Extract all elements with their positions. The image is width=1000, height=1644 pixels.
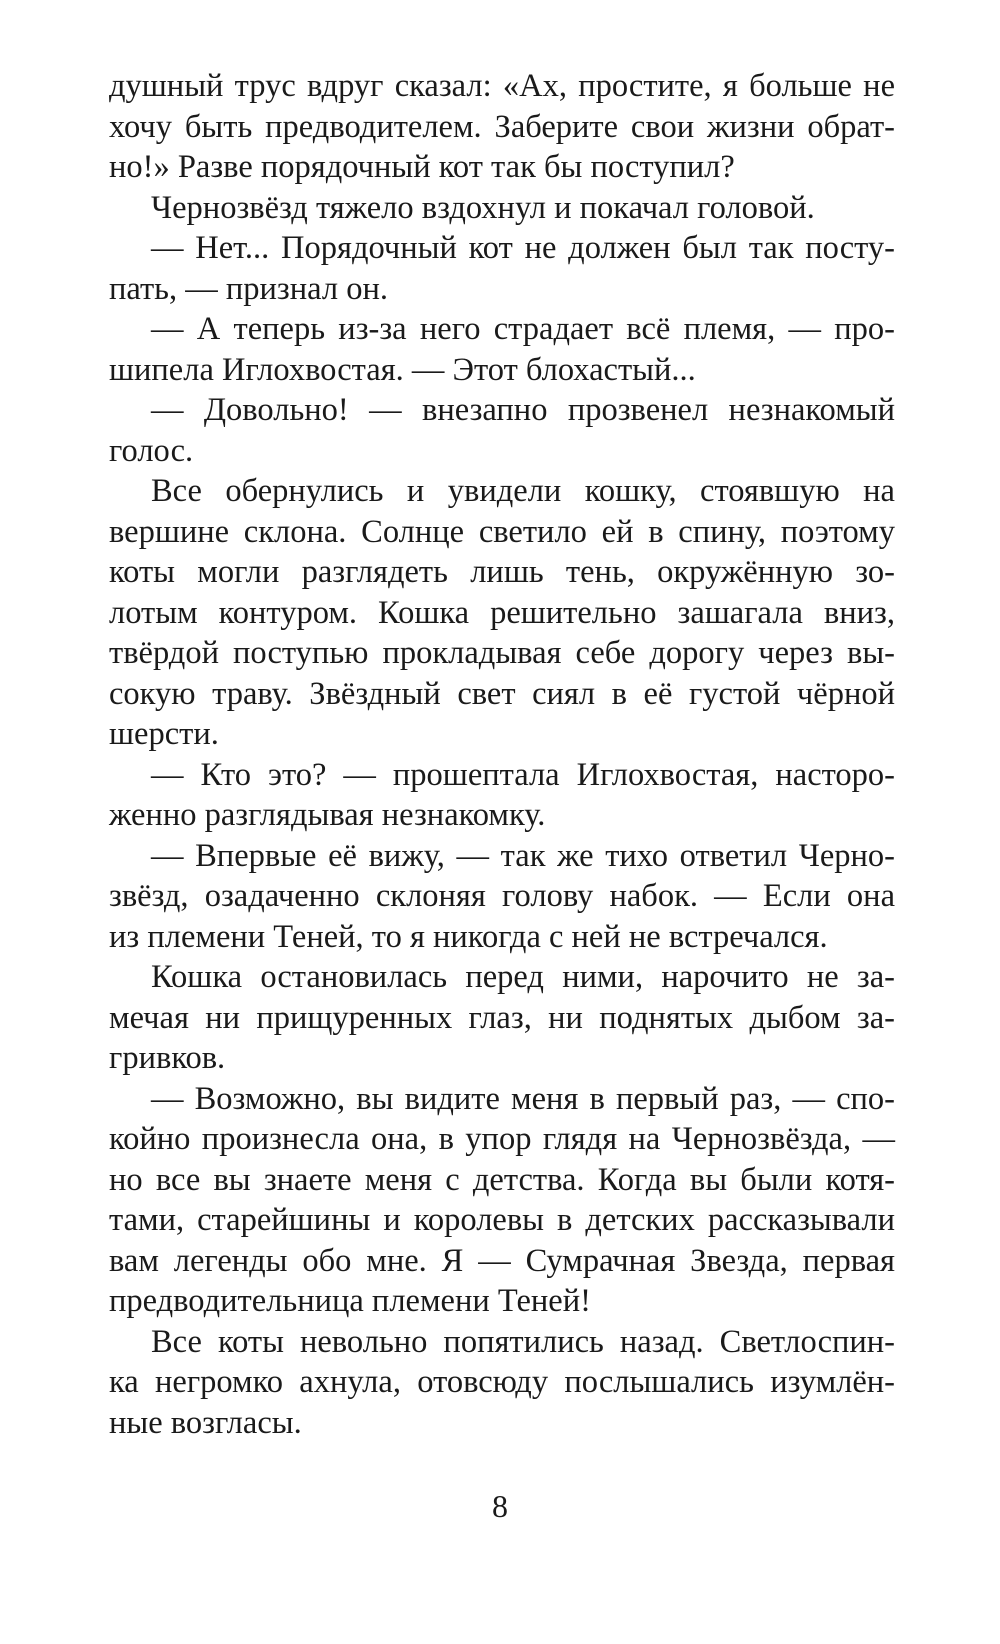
- text-line: но!» Разве порядочный кот так бы поступил?: [109, 149, 735, 185]
- text-line: коты могли разглядеть лишь тень, окружённую зо-: [109, 554, 895, 590]
- text-line: — Нет... Порядочный кот не должен был так посту-: [151, 230, 895, 266]
- text-line: твёрдой поступью прокладывая себе дорогу через вы-: [109, 635, 895, 671]
- text-line: женно разглядывая незнакомку.: [109, 797, 546, 833]
- body-text: [109, 66, 895, 1443]
- text-line: душный трус вдруг сказал: «Ах, простите, я больше не: [109, 68, 895, 104]
- text-line: шерсти.: [109, 716, 219, 752]
- text-line: — Впервые её вижу, — так же тихо ответил Черно-: [151, 837, 895, 874]
- text-line: вам легенды обо мне. Я — Сумрачная Звезда, первая: [109, 1242, 895, 1279]
- text-line: Все обернулись и увидели кошку, стоявшую на: [151, 473, 895, 509]
- text-line: предводительница племени Теней!: [109, 1283, 591, 1319]
- text-line: — А теперь из-за него страдает всё племя, — про-: [151, 311, 895, 347]
- text-line: но все вы знаете меня с детства. Когда вы были котя-: [109, 1161, 895, 1198]
- text-line: сокую траву. Звёздный свет сиял в её густой чёрной: [109, 675, 895, 712]
- text-line: хочу быть предводителем. Заберите свои жизни обрат-: [109, 108, 895, 145]
- text-line: — Возможно, вы видите меня в первый раз, — спо-: [151, 1080, 895, 1117]
- text-line: койно произнесла она, в упор глядя на Чернозвёзда, —: [109, 1121, 895, 1157]
- text-line: Чернозвёзд тяжело вздохнул и покачал головой.: [151, 189, 815, 226]
- text-line: вершине склона. Солнце светило ей в спину, поэтому: [109, 513, 895, 550]
- text-line: ка негромко ахнула, отовсюду послышались изумлён-: [109, 1364, 895, 1400]
- text-line: из племени Теней, то я никогда с ней не встречался.: [109, 918, 828, 955]
- text-line: — Кто это? — прошептала Иглохвостая, насторо-: [151, 756, 895, 793]
- text-line: — Довольно! — внезапно прозвенел незнакомый: [151, 392, 895, 428]
- text-line: Кошка остановилась перед ними, нарочито не за-: [151, 959, 895, 995]
- text-line: ные возгласы.: [109, 1404, 302, 1441]
- text-line: гривков.: [109, 1040, 226, 1076]
- text-line: пать, — признал он.: [109, 270, 388, 307]
- text-line: голос.: [109, 432, 194, 469]
- text-line: Все коты невольно попятились назад. Светлоспин-: [151, 1323, 895, 1360]
- page-number: 8: [492, 1488, 508, 1524]
- text-line: тами, старейшины и королевы в детских рассказывали: [109, 1202, 895, 1238]
- text-line: шипела Иглохвостая. — Этот блохастый...: [109, 351, 696, 388]
- text-line: мечая ни прищуренных глаз, ни поднятых дыбом за-: [109, 999, 895, 1036]
- text-line: лотым контуром. Кошка решительно зашагала вниз,: [109, 594, 895, 631]
- text-line: звёзд, озадаченно склоняя голову набок. — Если она: [109, 878, 895, 914]
